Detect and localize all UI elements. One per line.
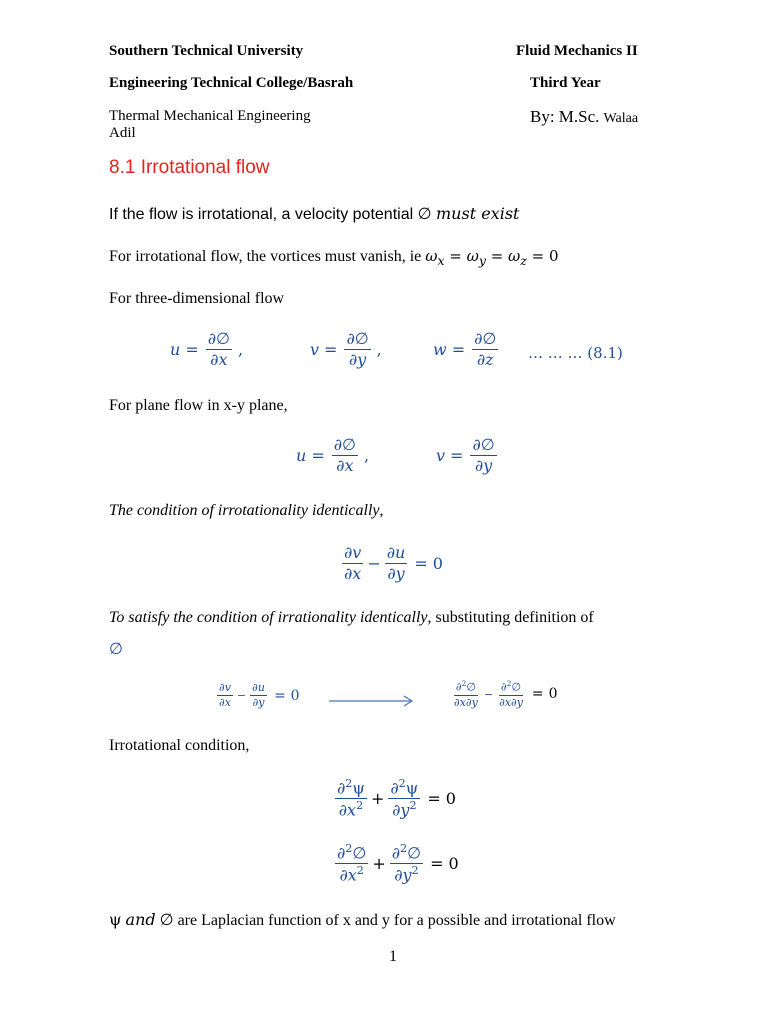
irrotational-condition-line: Irrotational condition, [109,737,250,754]
psi-symbol: ψ [109,910,122,929]
vortices-line [109,247,559,268]
laplace-phi-equation: $\frac{\partial^2\emptyset}{\partial x^2}$ + $\frac{\partial^2\emptyset}{\partial y^2}$ = 0 [337,842,459,885]
header-department: Thermal Mechanical Engineering [109,108,311,124]
author-name: Walaa [603,111,639,126]
author-prefix: By: M.Sc. [530,107,600,126]
laplace-psi-equation: $\frac{\partial^2\psi}{\partial x^2}$ + $\frac{\partial^2\psi}{\partial y^2}$ = 0 [337,777,456,820]
condition-equation: $\frac{\partial v}{\partial x}$ − $\frac{\partial u}{\partial y}$ = 0 [344,543,443,583]
equation-w: w = $\frac{\partial\emptyset}{\partial z}$ [433,329,497,369]
phi-symbol-inline: ∅ [159,910,174,929]
section-title: 8.1 Irrotational flow [109,157,270,178]
satisfy-rest: , substituting definition of [427,609,594,626]
three-d-line: For three-dimensional flow [109,290,285,307]
omega-equation: $\omega_x = \omega_y = \omega_z = 0$ [425,247,559,268]
intro-math-tail: must exist [436,204,520,223]
intro-text: If the flow is irrotational, a velocity potential [109,206,414,223]
phi-symbol: ∅ [417,204,432,223]
plane-equation-u: u = $\frac{\partial\emptyset}{\partial x}$ , [296,435,370,475]
header-author [530,107,638,127]
header-year: Third Year [530,75,601,91]
small-condition-equation: $\frac{\partial v}{\partial x}$ − $\frac{\partial u}{\partial y}$ = 0 [219,681,300,710]
header-course: Fluid Mechanics II [516,43,638,59]
intro-line [109,204,519,224]
laplacian-line [109,910,616,930]
small-second-derivative-equation: $\frac{\partial^2\emptyset}{\partial x\partial y}$ − $\frac{\partial^2\emptyset}{\partial x\partial y}$ = 0 [454,679,558,709]
condition-comma: , [379,502,384,519]
vortices-text: For irrotational flow, the vortices must vanish, ie [109,248,422,265]
plane-equation-v: v = $\frac{\partial\emptyset}{\partial y}$ [436,435,495,475]
condition-text: The condition of irrotationality identically [109,502,380,519]
condition-line [109,502,384,520]
satisfy-line [109,609,594,627]
laplacian-text: are Laplacian function of x and y for a possible and irrotational flow [177,912,616,929]
right-arrow-icon [327,694,417,708]
header-department-continued: Adil [109,125,136,141]
satisfy-phi: ∅ [109,639,123,658]
satisfy-italic: To satisfy the condition of irrationality identically [109,609,428,626]
plane-flow-line: For plane flow in x-y plane, [109,397,288,414]
equation-v: v = $\frac{\partial\emptyset}{\partial y}$ , [310,329,382,369]
page-number: 1 [389,948,397,965]
equation-u: u = $\frac{\partial\emptyset}{\partial x}$ , [170,329,244,369]
equation-number: … … … (8.1) [528,344,623,362]
header-college: Engineering Technical College/Basrah [109,75,354,91]
and-word: and [125,910,156,929]
header-university: Southern Technical University [109,43,304,59]
